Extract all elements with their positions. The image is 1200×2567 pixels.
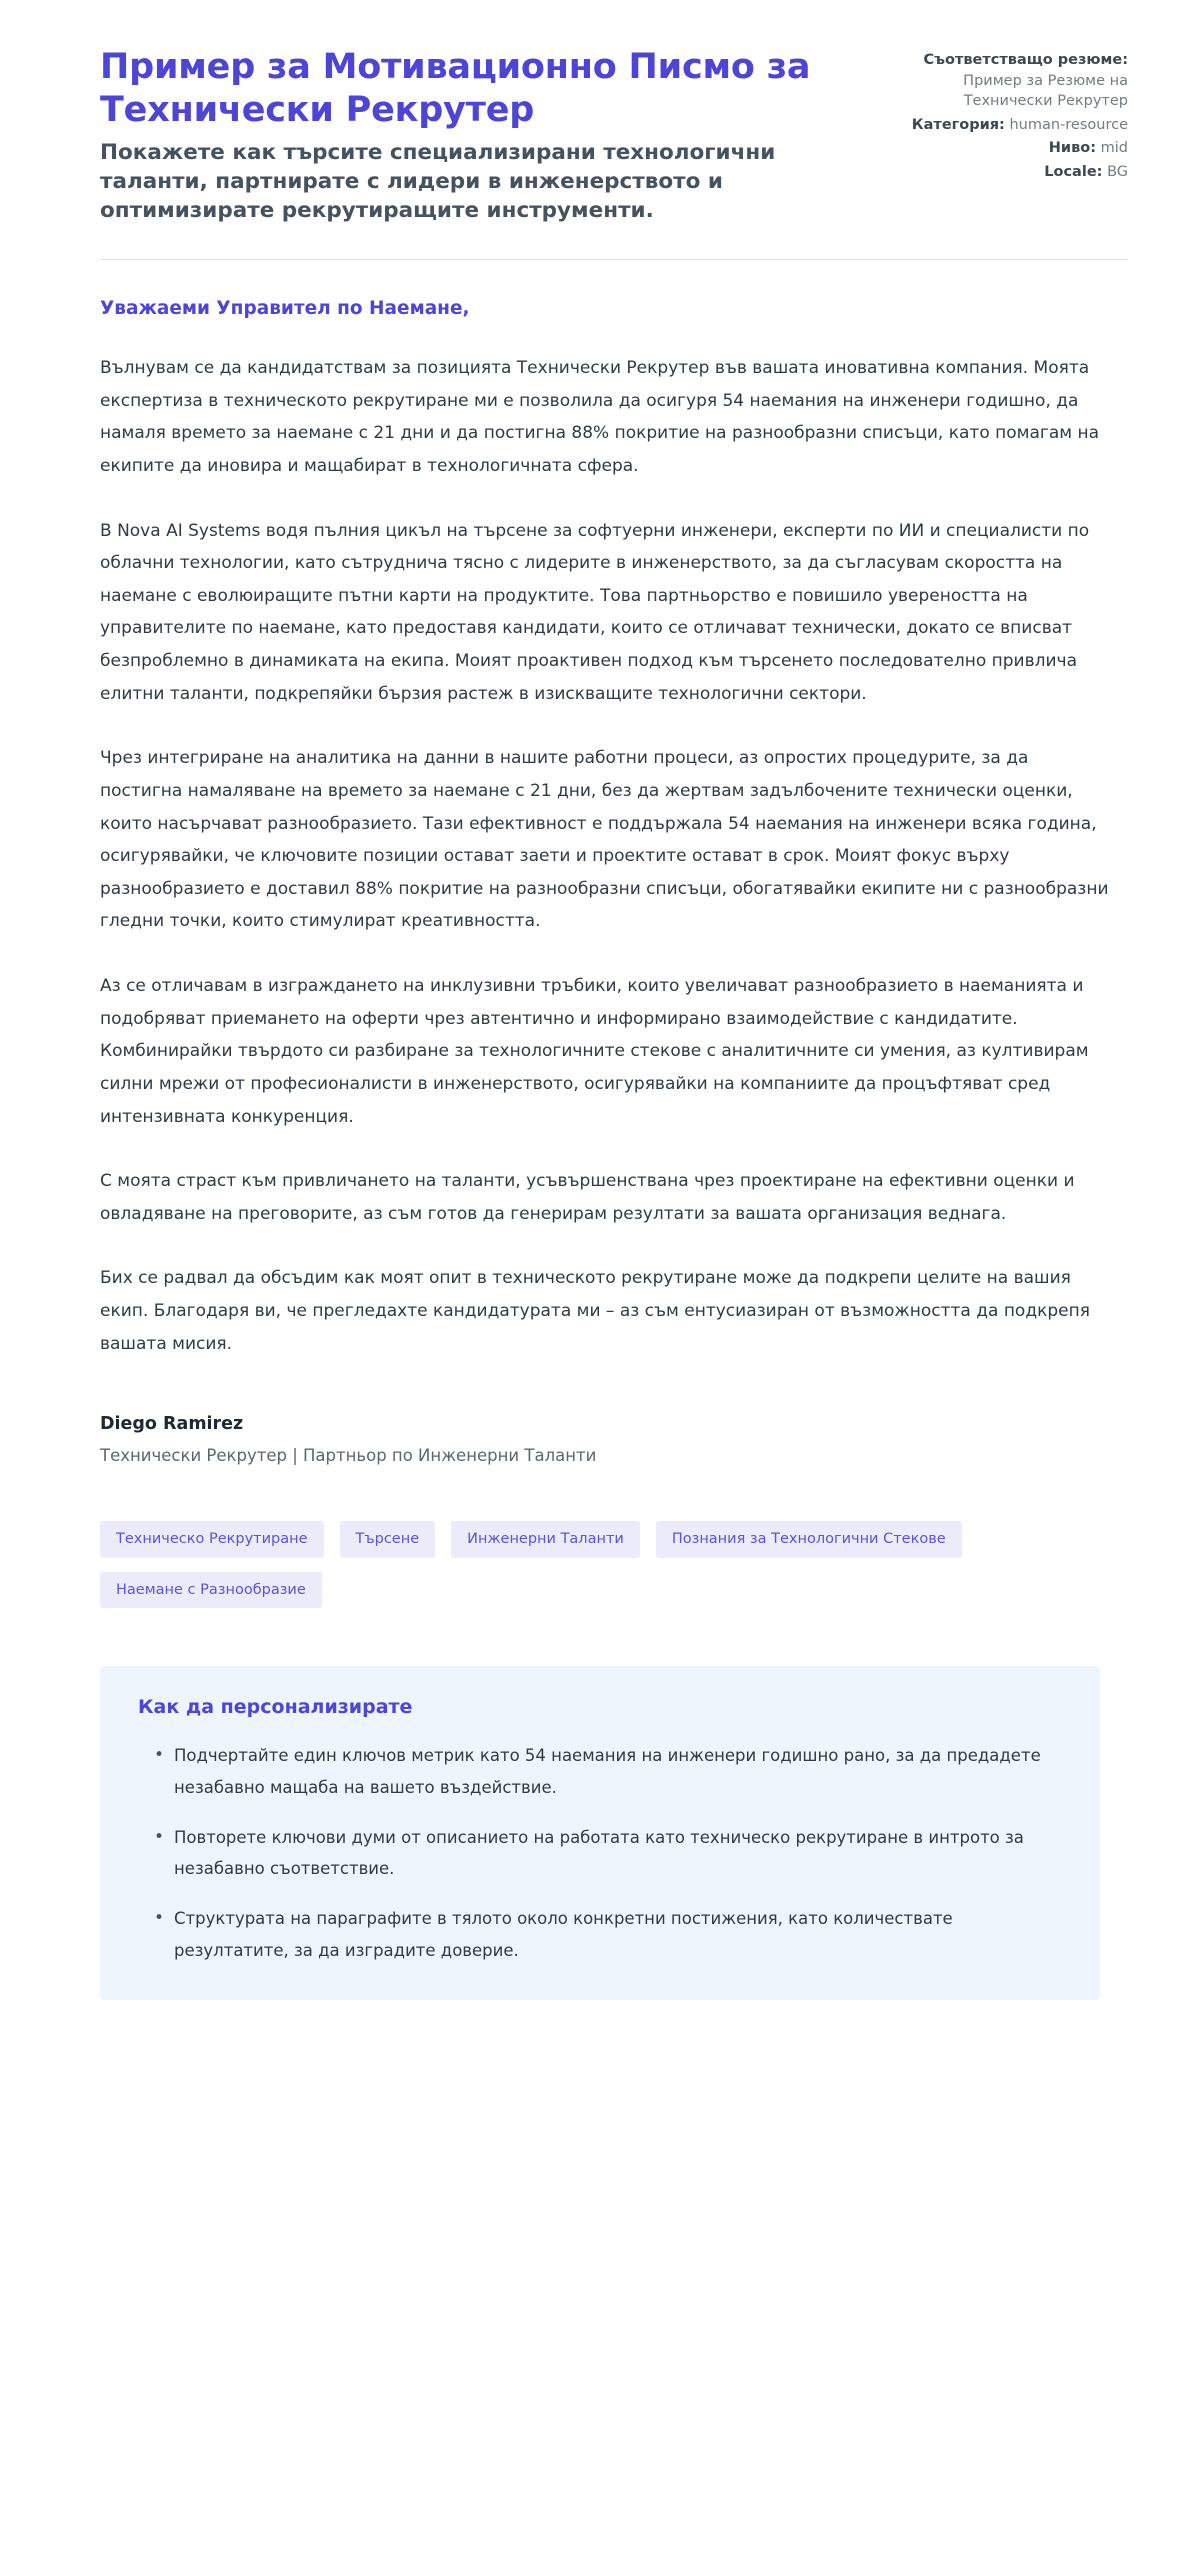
tag-chip[interactable]: Познания за Технологични Стекове [656,1521,962,1558]
meta-matching-resume-value: Пример за Резюме на Технически Рекрутер [963,72,1128,110]
meta-locale [908,162,1128,183]
letter-salutation: Уважаеми Управител по Наемане, [100,298,470,320]
callout-list-item: • Структурата на параграфите в тялото около конкретни постижения, като количествате резултатите, за да изградите доверие. [160,1903,1062,1966]
page-subtitle: Покажете как търсите специализирани технологични таланти, партнирате с лидери в инженерството и оптимизирате рекрутиращите инструменти. [100,140,776,223]
meta-category-label: Категория: [911,116,1005,133]
personalization-callout [100,1666,1100,2000]
meta-matching-resume [908,50,1128,112]
signature-name: Diego Ramirez [100,1414,244,1435]
letter-paragraph: Аз се отличавам в изграждането на инклузивни тръбики, които увеличават разнообразието в наеманията и подобряват приемането на оферти чрез автентично и информирано взаимодействие с кандидатите. Комбинирайки твърдото си разбиране за технологичните стекове с аналитичните си умения, аз култивирам силни мрежи от професионалисти в инженерството, осигурявайки на компаниите да процъфтяват сред интензивната конкуренция. [100,976,1089,1127]
letter-paragraph: Чрез интегриране на аналитика на данни в нашите работни процеси, аз опростих процедурите, за да постигна намаляване на времето за наемане с 21 дни, без да жертвам задълбочените технически оценки, които насърчават разнообразието. Тази ефективност е поддържала 54 наемания на инженери всяка година, осигурявайки, че ключовите позиции остават заети и проектите остават в срок. Моият фокус върху разнообразието е доставил 88% покритие на разнообразни списъци, обогатявайки екипите ни с разнообразни гледни точки, които стимулират креативността. [100,748,1109,932]
document-metadata [908,46,1128,185]
meta-category-value: human-resource [1009,116,1128,133]
tag-chip[interactable]: Инженерни Таланти [451,1521,640,1558]
tag-chip[interactable]: Търсене [340,1521,436,1558]
letter-paragraph: В Nova AI Systems водя пълния цикъл на търсене за софтуерни инженери, експерти по ИИ и специалисти по облачни технологии, като сътруднича тясно с лидерите в инженерството, за да съгласувам скоростта на наемане с еволюиращите пътни карти на продуктите. Това партньорство е повишило увереността на управителите по наемане, като предоставя кандидати, които се отличават технически, докато се вписват безпроблемно в динамиката на екипа. Моият проактивен подход към търсенето последователно привлича елитни таланти, подкрепяйки бързия растеж в изискващите технологични сектори. [100,520,1090,704]
signature-block [100,1414,1128,1465]
meta-locale-label: Locale: [1044,163,1103,180]
meta-level-label: Ниво: [1048,140,1097,157]
letter-paragraph: Бих се радвал да обсъдим как моят опит в техническото рекрутиране може да подкрепи целите на вашия екип. Благодаря ви, че прегледахте кандидатурата ми – аз съм ентусиазиран от възможността да подкрепя вашата мисия. [100,1268,1090,1354]
callout-list-item: • Повторете ключови думи от описанието на работата като техническо рекрутиране в интрото за незабавно съответствие. [160,1822,1062,1885]
meta-level-value: mid [1100,140,1128,157]
callout-title: Как да персонализирате [138,1696,413,1719]
letter-paragraph: Вълнувам се да кандидатствам за позицията Технически Рекрутер във вашата иновативна компания. Моята експертиза в техническото рекрутиране ми е позволила да осигуря 54 наемания на инженери годишно, да намаля времето за наемане с 21 дни и да постигна 88% покритие на разнообразни списъци, като помагам на екипите да иновира и мащабират в технологичната сфера. [100,358,1099,476]
tag-chip[interactable]: Наемане с Разнообразие [100,1572,322,1609]
meta-category [908,115,1128,136]
callout-list [138,1740,1062,1966]
tag-chip[interactable]: Техническо Рекрутиране [100,1521,324,1558]
page-title: Пример за Мотивационно Писмо за Технически Рекрутер [100,47,811,130]
meta-locale-value: BG [1107,163,1128,180]
header-text-block [100,46,820,225]
meta-level [908,138,1128,159]
meta-matching-resume-label: Съответстващо резюме: [923,52,1128,68]
callout-list-item: • Подчертайте един ключов метрик като 54 наемания на инженери годишно рано, за да предадете незабавно мащаба на вашето въздействие. [160,1740,1062,1803]
cover-letter-body [100,260,1128,1465]
page-header [100,46,1128,225]
letter-paragraph: С моята страст към привличането на таланти, усъвършенствана чрез проектиране на ефективни оценки и овладяване на преговорите, аз съм готов да генерирам резултати за вашата организация веднага. [100,1171,1075,1224]
signature-role: Технически Рекрутер | Партньор по Инженерни Таланти [100,1446,597,1466]
tag-list [100,1521,1100,1608]
